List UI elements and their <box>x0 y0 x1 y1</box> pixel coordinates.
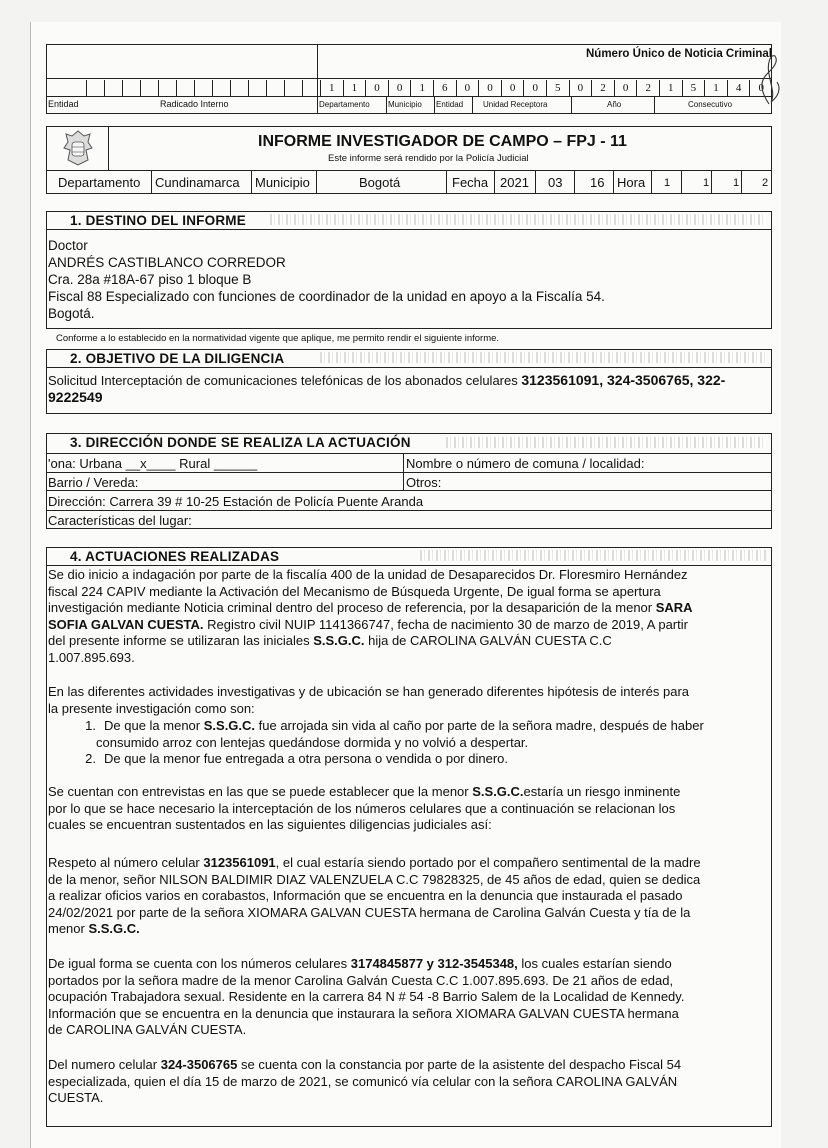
radicado-cell <box>230 80 248 96</box>
sep-1 <box>386 96 387 114</box>
p1-line-4-text: Registro civil NUIP 1141366747, fecha de nacimiento 30 de marzo de 2019, A partir <box>203 616 688 632</box>
p4-phone: 3123561091 <box>203 855 276 870</box>
scan-noise <box>320 352 766 363</box>
s3-line-c <box>46 490 772 491</box>
municipio-field-label: Municipio <box>255 175 310 190</box>
p1-line-2: fiscal 224 CAPIV mediante la Activación del Mecanismo de Búsqueda Urgente, De igual forma se apertura <box>48 583 661 599</box>
s1-line-3: Cra. 28a #18A-67 piso 1 bloque B <box>48 272 252 287</box>
consecutivo-label: Consecutivo <box>688 100 733 109</box>
scan-noise <box>446 437 766 448</box>
p3-initials: S.S.G.C. <box>472 784 524 799</box>
tb-sep-7 <box>574 170 575 194</box>
noticia-digit: 4 <box>727 80 750 96</box>
s4-paragraph-6 <box>48 1057 772 1107</box>
barrio-field: Barrio / Vereda: <box>48 475 139 490</box>
unidad-label: Unidad Receptora <box>483 100 548 109</box>
s3-line-b <box>46 472 772 473</box>
tb-sep-12 <box>741 170 742 194</box>
s1-line-2: ANDRÉS CASTIBLANCO CORREDOR <box>48 255 286 270</box>
p1-line-5-b: hija de CAROLINA GALVÁN CUESTA C.C <box>364 633 612 648</box>
hora-label: Hora <box>617 175 646 190</box>
list-1-post: fue arrojada sin vida al caño por parte de la señora madre, después de haber <box>255 718 704 733</box>
section4-title: 4. ACTUACIONES REALIZADAS <box>70 549 280 564</box>
caracteristicas-field: Características del lugar: <box>48 513 192 528</box>
radicado-cell <box>122 80 140 96</box>
scan-noise <box>420 550 766 561</box>
tb-sep-1 <box>151 170 152 194</box>
comuna-field: Nombre o número de comuna / localidad: <box>406 456 645 471</box>
p1-line-5 <box>48 633 772 650</box>
radicado-cell <box>266 80 284 96</box>
tb-sep-5 <box>494 170 495 194</box>
tb-sep-6 <box>535 170 536 194</box>
p4-line-1-a: Respeto al número celular <box>48 855 204 870</box>
noticia-digit: 1 <box>659 80 682 96</box>
hora-digit-4: 2 <box>762 177 769 189</box>
p1-initials: S.S.G.C. <box>313 633 365 648</box>
tb-sep-10 <box>681 170 682 194</box>
noticia-digit: 2 <box>591 80 614 96</box>
s3-line-a <box>46 453 772 454</box>
p5-line-2: portados por la señora madre de la menor Carolina Galván Cuesta C.C 1.007.895.693. De 21 años de edad, <box>48 972 674 988</box>
sep-3 <box>472 96 473 114</box>
noticia-digit: 0 <box>365 80 388 96</box>
radicado-cell <box>302 80 320 96</box>
noticia-digit: 0 <box>523 80 546 96</box>
p4-line-1 <box>48 855 772 872</box>
p6-line-2: especializada, quien el día 15 de marzo de 2021, se comunicó vía celular con la señora CAROLINA GALVÁN <box>48 1073 678 1089</box>
list-1-initials: S.S.G.C. <box>203 718 256 733</box>
p4-line-1-b: , el cual estaría siendo portado por el compañero sentimental de la madre <box>275 855 701 870</box>
list-2-text: De que la menor fue entregada a otra persona o vendida o por dinero. <box>104 751 508 766</box>
p1-line-1: Se dio inicio a indagación por parte de la fiscalía 400 de la unidad de Desaparecidos Dr. Floresmiro Hernández <box>48 567 688 582</box>
tb-sep-3 <box>316 170 317 194</box>
p5-line-3: ocupación Trabajadora sexual. Residente en la carrera 84 N # 54 -8 Barrio Salem de la Localidad de Kennedy. <box>48 989 685 1004</box>
noticia-digit: 0 <box>388 80 411 96</box>
municipio-label: Municipio <box>388 100 422 109</box>
noticia-digit: 0 <box>749 80 772 96</box>
p6-line-1-b: se cuenta con la constancia por parte de la asistente del despacho Fiscal 54 <box>237 1057 682 1072</box>
s1-line-1: Doctor <box>48 238 88 253</box>
radicado-label: Radicado Interno <box>160 99 229 109</box>
p4-line-5-a: menor <box>48 921 89 936</box>
s2-numbers-cont: 9222549 <box>48 389 103 405</box>
p4-initials: S.S.G.C. <box>88 921 140 936</box>
tb-sep-2 <box>251 170 252 194</box>
noticia-label: Número Único de Noticia Criminal <box>586 48 772 60</box>
noticia-digit: 0 <box>456 80 479 96</box>
hora-digit-3: 1 <box>733 177 740 189</box>
p5-phones: 3174845877 y 312-3545348, <box>350 956 518 971</box>
p4-line-5 <box>48 921 772 938</box>
p3-line-1 <box>48 784 772 801</box>
list-1-pre: De que la menor <box>104 718 204 733</box>
list-item-1-cont: consumido arroz con lentejas quedándose dormida y no volvió a despertar. <box>96 734 529 750</box>
municipio-value: Bogotá <box>359 175 401 190</box>
radicado-cell <box>212 80 230 96</box>
p1-line-4 <box>48 617 772 634</box>
conforme-note: Conforme a lo establecido en la normatividad vigente que aplique, me permito rendir el siguiente informe. <box>56 333 500 344</box>
p4-line-4: 24/02/2021 por parte de la señora XIOMARA GALVAN CUESTA hermana de Carolina Galván Cuesta y tía de la <box>48 904 691 920</box>
radicado-cell <box>176 80 194 96</box>
entidad2-label: Entidad <box>436 100 464 109</box>
radicado-cell <box>140 80 158 96</box>
title-line <box>46 170 772 171</box>
noticia-digit: 0 <box>569 80 592 96</box>
p5-line-4: Información que se encuentra en la denuncia que instaurara la señora XIOMARA GALVAN CUESTA hermana <box>48 1005 679 1021</box>
p1-name-first: SARA <box>655 600 693 615</box>
s3-line-d <box>46 510 772 511</box>
title-logo-divider <box>108 126 109 170</box>
p3-line-1-b: estaría un riesgo inminente <box>523 784 681 799</box>
noticia-digit: 5 <box>546 80 569 96</box>
radicado-cell <box>104 80 122 96</box>
p1-line-6: 1.007.895.693. <box>48 649 135 665</box>
direccion-field: Dirección: Carrera 39 # 10-25 Estación de Policía Puente Aranda <box>48 494 424 509</box>
report-title: INFORME INVESTIGADOR DE CAMPO – FPJ - 11 <box>258 133 627 150</box>
p1-name-rest: SOFIA GALVAN CUESTA. <box>48 616 204 632</box>
p5-line-1 <box>48 956 772 973</box>
s1-line-4: Fiscal 88 Especializado con funciones de coordinador de la unidad en apoyo a la Fiscalía 54. <box>48 289 605 304</box>
p6-line-1-a: Del numero celular <box>48 1057 161 1072</box>
radicado-cell <box>86 80 104 96</box>
header-line-2 <box>46 96 772 97</box>
s4-paragraph-4 <box>48 855 772 938</box>
s4-paragraph-5 <box>48 956 772 1039</box>
s2-numbers: 3123561091, 324-3506765, 322- <box>521 372 726 388</box>
p1-line-5-a: del presente informe se utilizaran las iniciales <box>48 633 314 648</box>
noticia-digit: 2 <box>636 80 659 96</box>
tb-sep-8 <box>613 170 614 194</box>
tb-sep-9 <box>651 170 652 194</box>
zona-field: 'ona: Urbana __x____ Rural ______ <box>48 456 258 471</box>
departamento-value: Cundinamarca <box>155 175 240 190</box>
p4-line-3: a realizar oficios varios en corabastos, Información que se encuentra en la denuncia que instaurada el pasado <box>48 888 683 903</box>
sep-4 <box>571 96 572 114</box>
p1-line-3-text: investigación mediante Noticia criminal dentro del proceso de referencia, por la desaparición de la menor <box>48 600 656 615</box>
s2-plain: Solicitud Interceptación de comunicaciones telefónicas de los abonados celulares <box>48 373 522 388</box>
noticia-digit: 1 <box>410 80 433 96</box>
list-item-2 <box>48 751 772 768</box>
scan-noise <box>270 214 766 225</box>
p5-line-5: de CAROLINA GALVÁN CUESTA. <box>48 1022 247 1037</box>
noticia-digit: 1 <box>704 80 727 96</box>
s4-paragraph-3 <box>48 784 772 834</box>
list-item-1 <box>48 718 772 735</box>
noticia-digit: 0 <box>478 80 501 96</box>
section2-title: 2. OBJETIVO DE LA DILIGENCIA <box>70 351 285 366</box>
section4-title-line <box>46 565 772 566</box>
report-subtitle: Este informe será rendido por la Policía Judicial <box>328 153 529 164</box>
tb-sep-4 <box>446 170 447 194</box>
radicado-cell <box>158 80 176 96</box>
s3-divider <box>403 453 404 490</box>
sep-2 <box>434 96 435 114</box>
noticia-digit: 1 <box>343 80 366 96</box>
s4-hypothesis-list <box>48 718 772 768</box>
s4-paragraph-1 <box>48 567 772 666</box>
tb-sep-11 <box>711 170 712 194</box>
s2-text <box>48 372 725 388</box>
p3-line-3: cuales se encuentran sustentados en las siguientes diligencias judiciales así: <box>48 817 492 832</box>
p5-line-1-b: los cuales estarían siendo <box>517 956 672 971</box>
fecha-month: 03 <box>548 175 563 190</box>
departamento-label: Departamento <box>319 100 370 109</box>
p1-line-3 <box>48 600 772 617</box>
header-line-1 <box>46 78 772 79</box>
p6-line-3: CUESTA. <box>48 1090 104 1105</box>
sep-5 <box>654 96 655 114</box>
fecha-label: Fecha <box>452 175 489 190</box>
list-num-1: 1. <box>85 718 96 733</box>
noticia-digit: 1 <box>320 80 343 96</box>
list-num-2: 2. <box>85 751 96 766</box>
hora-digit-1: 1 <box>664 177 671 189</box>
otros-field: Otros: <box>406 475 442 490</box>
radicado-cell <box>248 80 266 96</box>
section1-title-line <box>46 229 772 230</box>
colombia-coat-of-arms-icon <box>60 128 96 168</box>
noticia-digit: 0 <box>501 80 524 96</box>
header-divider <box>317 44 318 114</box>
section2-title-line <box>46 367 772 368</box>
radicado-cell <box>284 80 302 96</box>
radicado-cell <box>194 80 212 96</box>
entidad-label: Entidad <box>48 99 79 109</box>
section3-title: 3. DIRECCIÓN DONDE SE REALIZA LA ACTUACIÓN <box>70 435 411 450</box>
noticia-digit: 0 <box>614 80 637 96</box>
section1-title: 1. DESTINO DEL INFORME <box>70 213 246 228</box>
handwritten-mark <box>755 52 785 108</box>
p6-line-1 <box>48 1057 772 1074</box>
anio-label: Año <box>607 100 622 109</box>
p6-phone: 324-3506765 <box>160 1057 238 1072</box>
p4-line-2: de la menor, señor NILSON BALDIMIR DIAZ VALENZUELA C.C 79828325, de 45 años de edad, quien se dedica <box>48 871 701 887</box>
p3-line-1-a: Se cuentan con entrevistas en las que se puede establecer que la menor <box>48 784 473 799</box>
s4-paragraph-2 <box>48 684 772 717</box>
fecha-year: 2021 <box>500 175 529 190</box>
p5-line-1-a: De igual forma se cuenta con los números celulares <box>48 956 351 971</box>
p2-line-1: En las diferentes actividades investigativas y de ubicación se han generado diferentes hipótesis de interés para <box>48 684 690 699</box>
s1-line-5: Bogotá. <box>48 306 95 321</box>
hora-digit-2: 1 <box>703 177 710 189</box>
noticia-digit: 6 <box>433 80 456 96</box>
departamento-field-label: Departamento <box>58 175 141 190</box>
noticia-digit: 5 <box>682 80 705 96</box>
fecha-day: 16 <box>590 175 605 190</box>
p3-line-2: por lo que se hace necesario la interceptación de los números celulares que a continuación se relacionan los <box>48 800 676 816</box>
p2-line-2: la presente investigación como son: <box>48 700 255 716</box>
